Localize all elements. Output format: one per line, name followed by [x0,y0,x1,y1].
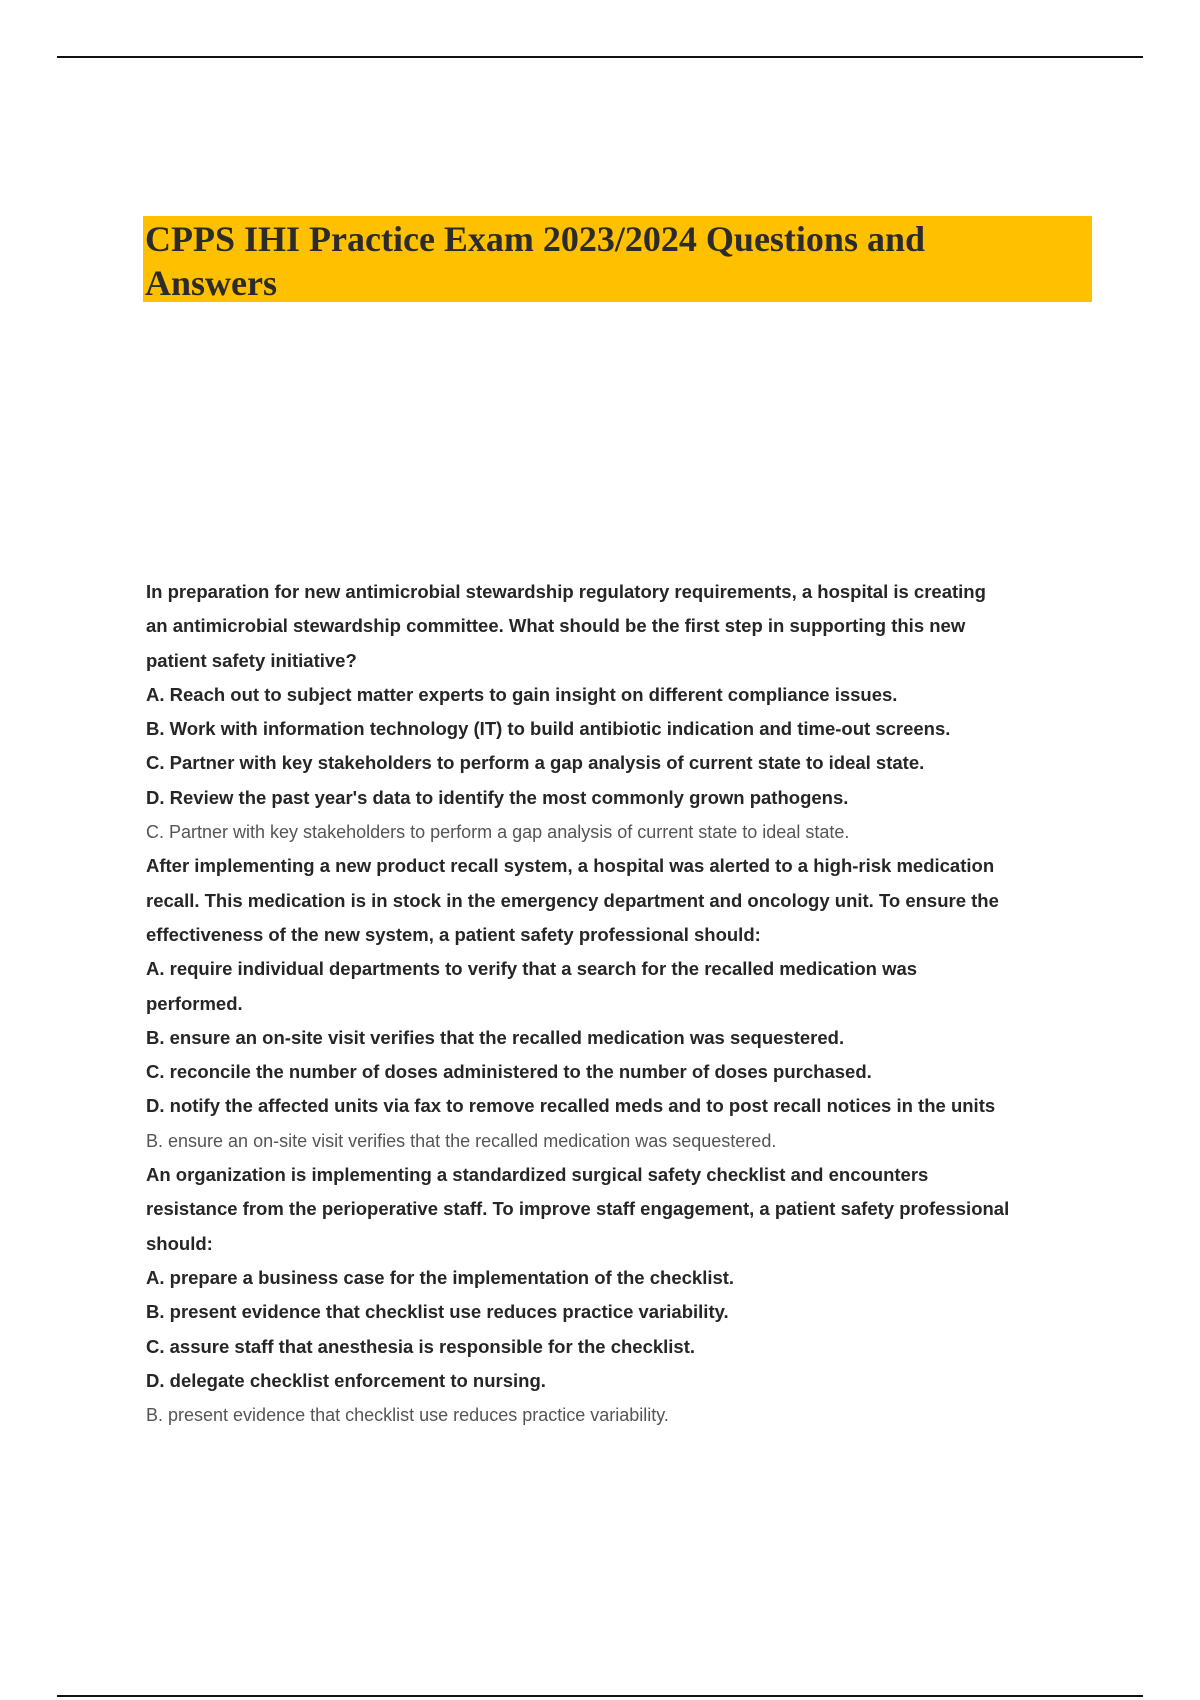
question-2-line-3: effectiveness of the new system, a patient safety professional should: [146,923,761,945]
question-2-option-a-continued: performed. [146,992,243,1014]
question-3-answer: B. present evidence that checklist use reduces practice variability. [146,1405,669,1426]
question-1-line-2: an antimicrobial stewardship committee. What should be the first step in supporting this new [146,615,966,637]
document-title-line-1: CPPS IHI Practice Exam 2023/2024 Questions and [145,219,925,259]
question-3-line-2: resistance from the perioperative staff. To improve staff engagement, a patient safety professional [146,1198,1010,1220]
question-3-option-d: D. delegate checklist enforcement to nursing. [146,1369,546,1391]
question-1-line-3: patient safety initiative? [146,649,357,671]
question-block-2 [146,849,1096,1158]
question-3-option-a: A. prepare a business case for the implementation of the checklist. [146,1266,735,1288]
title-banner [143,216,1092,302]
question-1-option-a: A. Reach out to subject matter experts to gain insight on different compliance issues. [146,683,898,705]
question-3-option-b: B. present evidence that checklist use reduces practice variability. [146,1301,729,1323]
question-1-line-1: In preparation for new antimicrobial stewardship regulatory requirements, a hospital is creating [146,581,986,602]
footer-rule [57,1695,1143,1697]
question-2-option-b: B. ensure an on-site visit verifies that the recalled medication was sequestered. [146,1026,845,1048]
question-block-3 [146,1158,1096,1432]
question-2-option-d: D. notify the affected units via fax to remove recalled meds and to post recall notices in the units [146,1095,996,1117]
question-1-option-d: D. Review the past year's data to identify the most commonly grown pathogens. [146,786,849,808]
document-title [145,217,965,305]
question-3-line-3: should: [146,1232,213,1254]
question-3-line-1: An organization is implementing a standardized surgical safety checklist and encounters [146,1164,929,1186]
question-2-option-a: A. require individual departments to verify that a search for the recalled medication was [146,958,918,980]
question-1-answer: C. Partner with key stakeholders to perform a gap analysis of current state to ideal state. [146,822,850,843]
header-rule [57,56,1143,58]
question-1-option-b: B. Work with information technology (IT) to build antibiotic indication and time-out screens. [146,718,951,740]
question-2-line-1: After implementing a new product recall system, a hospital was alerted to a high-risk medication [146,855,995,877]
question-block-1 [146,575,1096,849]
question-3-option-c: C. assure staff that anesthesia is responsible for the checklist. [146,1335,696,1357]
question-2-line-2: recall. This medication is in stock in the emergency department and oncology unit. To ensure the [146,889,999,911]
document-title-line-2: Answers [145,263,277,303]
question-1-option-c: C. Partner with key stakeholders to perform a gap analysis of current state to ideal state. [146,752,925,774]
question-2-answer: B. ensure an on-site visit verifies that the recalled medication was sequestered. [146,1130,777,1151]
questions-body [146,575,1096,1432]
question-2-option-c: C. reconcile the number of doses administered to the number of doses purchased. [146,1061,872,1083]
